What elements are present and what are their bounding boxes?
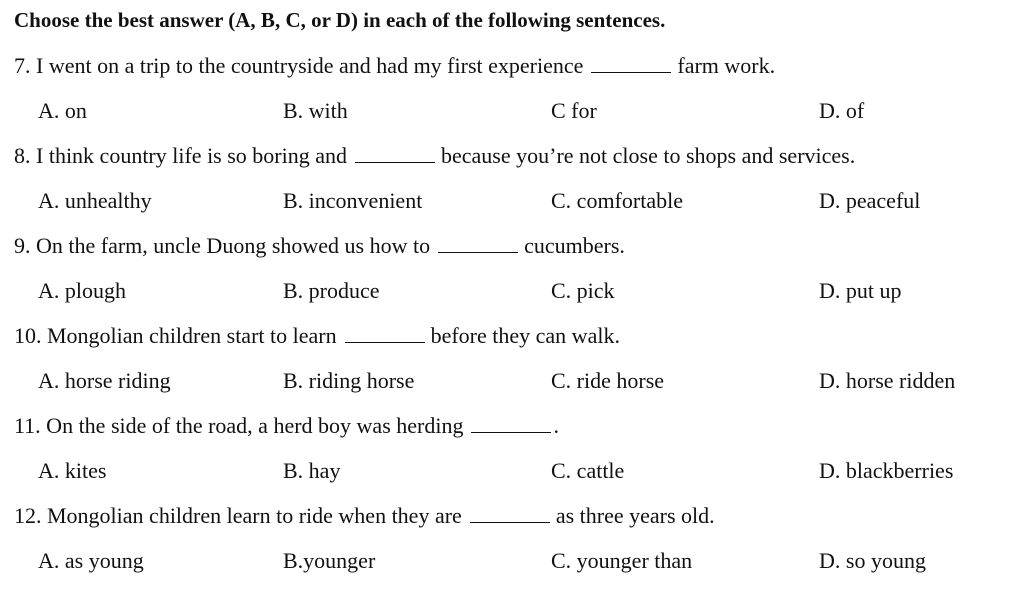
question-10-text-before: 10. Mongolian children start to learn [14, 323, 337, 348]
question-9-blank[interactable] [438, 234, 518, 253]
question-11-text-before: 11. On the side of the road, a herd boy was herding [14, 413, 464, 438]
instruction-heading: Choose the best answer (A, B, C, or D) in each of the following sentences. [14, 8, 666, 32]
question-12-blank[interactable] [470, 504, 550, 523]
question-7 [14, 53, 775, 79]
question-11-option-d[interactable]: D. blackberries [819, 458, 954, 483]
question-8-option-c[interactable]: C. comfortable [551, 188, 683, 213]
question-7-text-before: 7. I went on a trip to the countryside and had my first experience [14, 53, 584, 78]
question-10-options [0, 368, 1024, 394]
question-12 [14, 503, 715, 529]
question-9-option-b[interactable]: B. produce [283, 278, 380, 303]
question-11-options [0, 458, 1024, 484]
question-9-option-c[interactable]: C. pick [551, 278, 615, 303]
question-7-blank[interactable] [591, 54, 671, 73]
question-7-option-c[interactable]: C for [551, 98, 597, 123]
question-12-text-before: 12. Mongolian children learn to ride when they are [14, 503, 462, 528]
question-11 [14, 413, 559, 439]
question-9 [14, 233, 625, 259]
question-8 [14, 143, 855, 169]
question-8-text-before: 8. I think country life is so boring and [14, 143, 348, 168]
question-9-option-d[interactable]: D. put up [819, 278, 902, 303]
question-10-option-d[interactable]: D. horse ridden [819, 368, 956, 393]
question-12-option-a[interactable]: A. as young [38, 548, 144, 573]
question-12-text-after: as three years old. [555, 503, 715, 528]
question-8-blank[interactable] [355, 144, 435, 163]
question-7-text-after: farm work. [677, 53, 776, 78]
question-7-options [0, 98, 1024, 124]
question-10-text-after: before they can walk. [430, 323, 620, 348]
question-9-options [0, 278, 1024, 304]
question-8-option-d[interactable]: D. peaceful [819, 188, 921, 213]
question-8-option-a[interactable]: A. unhealthy [38, 188, 152, 213]
question-9-option-a[interactable]: A. plough [38, 278, 126, 303]
question-8-text-after: because you’re not close to shops and services. [441, 143, 856, 168]
question-8-options [0, 188, 1024, 214]
question-12-option-c[interactable]: C. younger than [551, 548, 693, 573]
question-10 [14, 323, 620, 349]
question-10-option-a[interactable]: A. horse riding [38, 368, 171, 393]
question-9-text-after: cucumbers. [524, 233, 625, 258]
question-10-option-b[interactable]: B. riding horse [283, 368, 415, 393]
question-12-option-d[interactable]: D. so young [819, 548, 926, 573]
question-9-text-before: 9. On the farm, uncle Duong showed us how to [14, 233, 431, 258]
question-7-option-d[interactable]: D. of [819, 98, 865, 123]
question-10-blank[interactable] [345, 324, 425, 343]
question-12-option-b[interactable]: B.younger [283, 548, 376, 573]
question-11-text-after: . [553, 413, 559, 438]
question-11-blank[interactable] [471, 414, 551, 433]
question-11-option-b[interactable]: B. hay [283, 458, 341, 483]
question-11-option-a[interactable]: A. kites [38, 458, 107, 483]
question-8-option-b[interactable]: B. inconvenient [283, 188, 423, 213]
question-7-option-b[interactable]: B. with [283, 98, 348, 123]
question-12-options [0, 548, 1024, 574]
question-7-option-a[interactable]: A. on [38, 98, 87, 123]
question-10-option-c[interactable]: C. ride horse [551, 368, 665, 393]
question-11-option-c[interactable]: C. cattle [551, 458, 625, 483]
